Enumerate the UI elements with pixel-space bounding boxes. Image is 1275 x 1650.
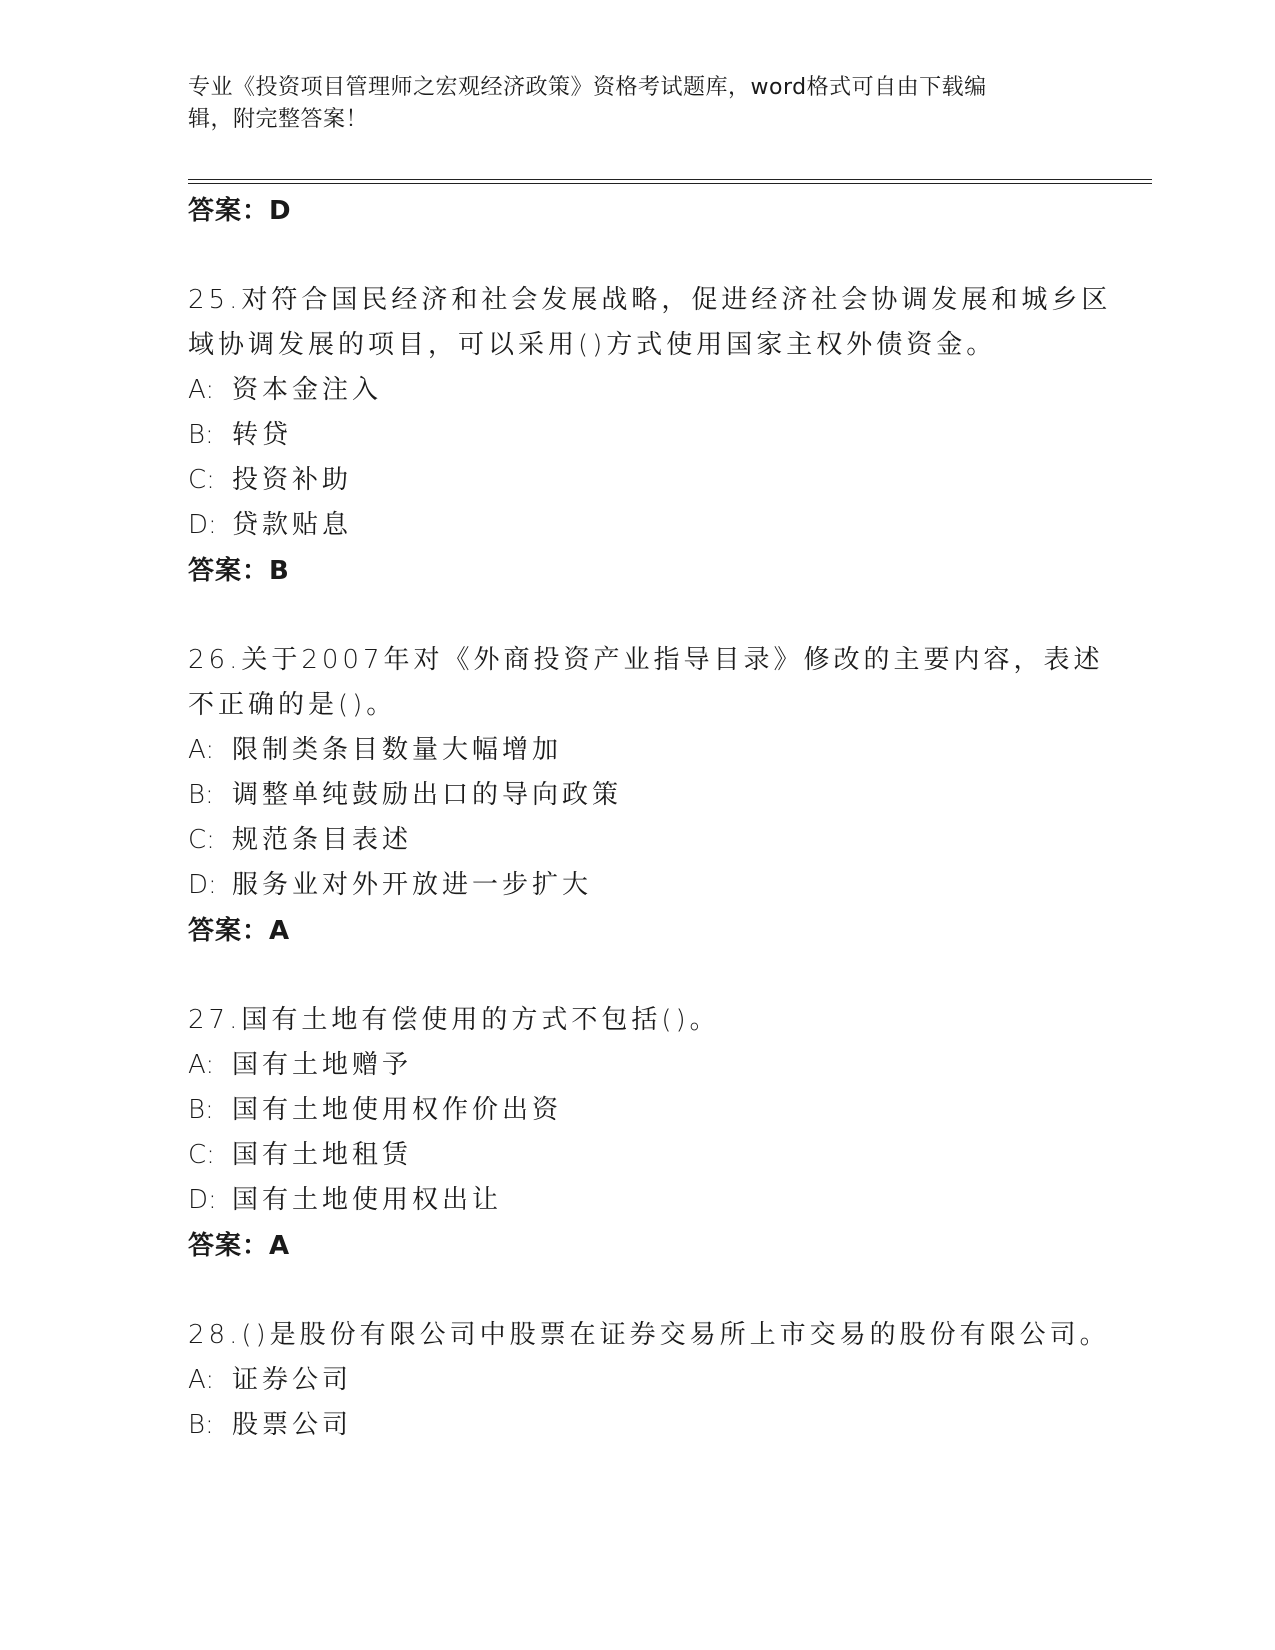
option-letter: A: [188, 1050, 215, 1080]
option-a [188, 1358, 1108, 1403]
option-letter: B: [188, 420, 214, 450]
option-c [188, 458, 1108, 503]
option-text: 调整单纯鼓励出口的导向政策 [232, 780, 623, 810]
header-line-2: 辑，附完整答案！ [188, 107, 369, 132]
option-d [188, 1178, 1108, 1223]
option-letter: C: [188, 1140, 215, 1170]
option-text: 限制类条目数量大幅增加 [232, 735, 563, 765]
option-a [188, 728, 1108, 773]
option-d [188, 503, 1108, 548]
option-letter: B: [188, 780, 214, 810]
option-a [188, 1043, 1108, 1088]
option-letter: A: [188, 735, 215, 765]
question-25 [188, 278, 1112, 594]
option-text: 规范条目表述 [232, 825, 413, 855]
answer-line: 答案：A [188, 916, 291, 946]
option-text: 国有土地赠予 [232, 1050, 413, 1080]
document-header [188, 72, 1068, 136]
option-b [188, 1403, 1108, 1448]
option-text: 服务业对外开放进一步扩大 [232, 870, 593, 900]
option-text: 股票公司 [232, 1410, 353, 1440]
option-text: 国有土地使用权出让 [232, 1185, 503, 1215]
option-letter: D: [188, 510, 217, 540]
option-c [188, 1133, 1108, 1178]
question-28 [188, 1313, 1108, 1448]
option-text: 国有土地租赁 [232, 1140, 413, 1170]
option-a [188, 368, 1108, 413]
option-letter: A: [188, 1365, 215, 1395]
header-divider-top [188, 179, 1152, 180]
answer-line: 答案：D [188, 196, 292, 226]
question-stem: 25.对符合国民经济和社会发展战略，促进经济社会协调发展和城乡区 [188, 285, 1112, 315]
option-letter: C: [188, 465, 215, 495]
question-27 [188, 998, 1108, 1269]
header-line-1: 专业《投资项目管理师之宏观经济政策》资格考试题库，word格式可自由下载编 [188, 75, 987, 100]
option-letter: D: [188, 1185, 217, 1215]
option-letter: D: [188, 870, 217, 900]
option-b [188, 413, 1108, 458]
question-stem: 26.关于2007年对《外商投资产业指导目录》修改的主要内容，表述 [188, 645, 1104, 675]
question-stem: 28.()是股份有限公司中股票在证券交易所上市交易的股份有限公司。 [188, 1320, 1110, 1350]
option-text: 国有土地使用权作价出资 [232, 1095, 563, 1125]
question-26 [188, 638, 1108, 954]
header-divider-bottom [188, 183, 1152, 184]
question-list [188, 188, 1112, 1448]
option-c [188, 818, 1108, 863]
question-stem: 不正确的是()。 [188, 690, 397, 720]
option-letter: C: [188, 825, 215, 855]
answer-line: 答案：A [188, 1231, 291, 1261]
answer-line: 答案：B [188, 556, 290, 586]
option-text: 资本金注入 [232, 375, 383, 405]
option-text: 投资补助 [232, 465, 353, 495]
option-letter: B: [188, 1095, 214, 1125]
option-b [188, 773, 1108, 818]
question-stem: 27.国有土地有偿使用的方式不包括()。 [188, 1005, 720, 1035]
option-text: 证券公司 [232, 1365, 353, 1395]
option-b [188, 1088, 1108, 1133]
option-letter: A: [188, 375, 215, 405]
option-letter: B: [188, 1410, 214, 1440]
question-stem: 域协调发展的项目，可以采用()方式使用国家主权外债资金。 [188, 330, 997, 360]
option-text: 转贷 [232, 420, 293, 450]
option-text: 贷款贴息 [232, 510, 353, 540]
option-d [188, 863, 1108, 908]
